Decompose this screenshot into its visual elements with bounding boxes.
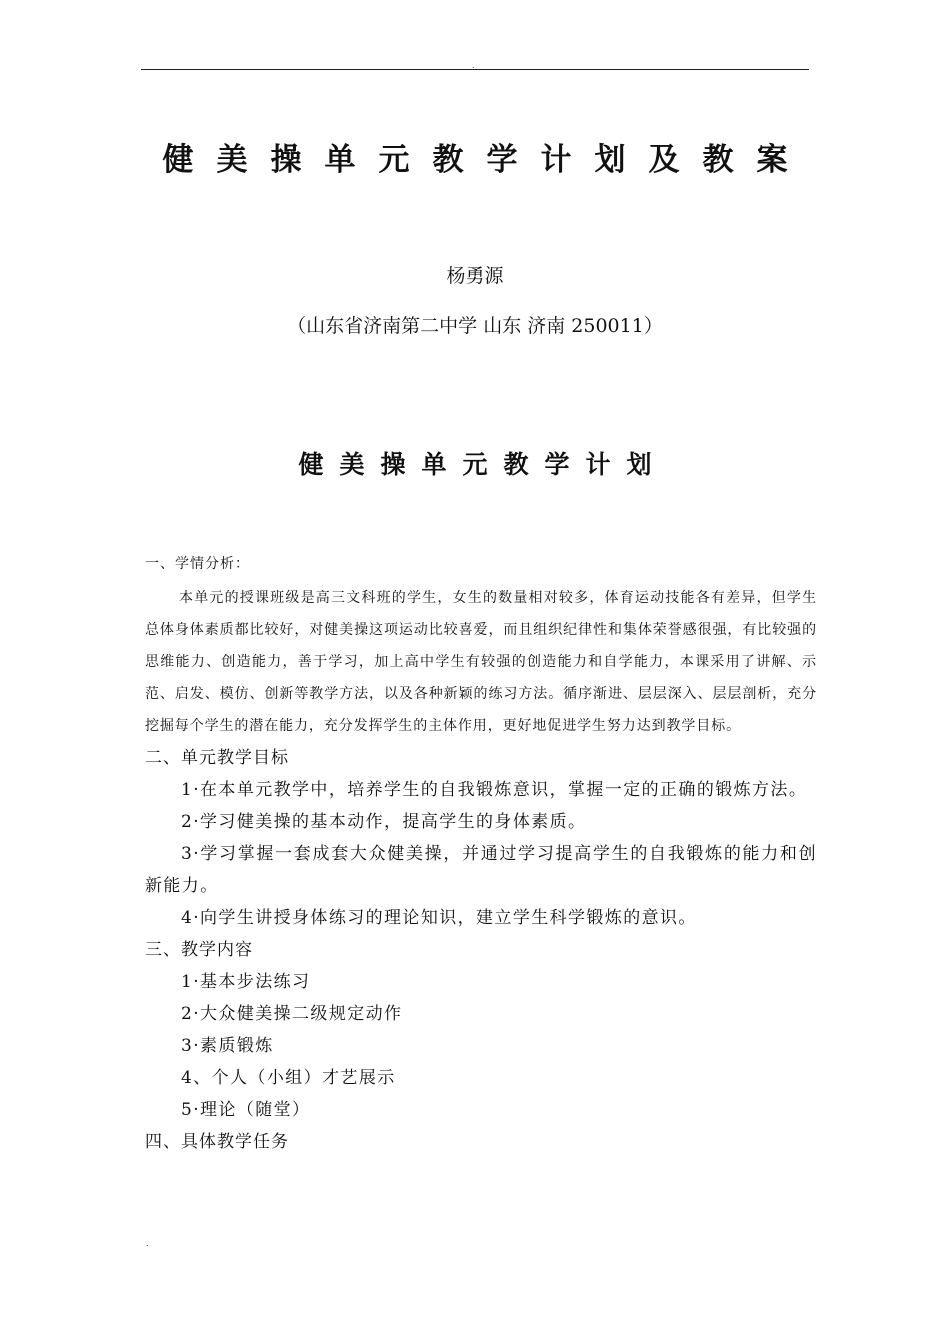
content-item-5: 5·理论（随堂） [181, 1100, 311, 1120]
content-item-1: 1·基本步法练习 [181, 972, 311, 992]
section-heading-2: 二、单元教学目标 [145, 748, 289, 768]
section-heading-3: 三、教学内容 [145, 940, 253, 960]
section-heading-4: 四、具体教学任务 [145, 1132, 289, 1152]
section-title: 健美操单元教学计划 [298, 450, 668, 479]
content-item-4: 4、个人（小组）才艺展示 [181, 1068, 396, 1088]
header-rule [141, 69, 809, 70]
section-paragraph-1: 本单元的授课班级是高三文科班的学生，女生的数量相对较多，体育运动技能各有差异，但学生总体身体素质都比较好，对健美操这项运动比较喜爱，而且组织纪律性和集体荣誉感很强，有比较强的思维能力、创造能力，善于学习，加上高中学生有较强的创造能力和自学能力，本课采用了讲解、示范、启发、模仿、创新等教学方法，以及各种新颖的练习方法。循序渐进、层层深入、层层剖析，充分挖掘每个学生的潜在能力，充分发挥学生的主体作用，更好地促进学生努力达到教学目标。 [145, 590, 817, 734]
section-heading-1: 一、学情分析： [145, 556, 250, 572]
objective-item-4: 4·向学生讲授身体练习的理论知识，建立学生科学锻炼的意识。 [181, 908, 697, 928]
content-item-3: 3·素质锻炼 [181, 1036, 274, 1056]
content-item-2: 2·大众健美操二级规定动作 [181, 1004, 403, 1024]
footer-mark: . [146, 1239, 149, 1248]
objective-item-2: 2·学习健美操的基本动作，提高学生的身体素质。 [181, 812, 587, 832]
document-title: 健美操单元教学计划及教案 [162, 142, 811, 178]
document-body [145, 552, 817, 1158]
header-mark: . [472, 61, 475, 70]
author-affiliation: （山东省济南第二中学 山东 济南 250011） [287, 315, 663, 337]
objective-item-1: 1·在本单元教学中，培养学生的自我锻炼意识，掌握一定的正确的锻炼方法。 [181, 780, 808, 800]
author-name: 杨勇源 [446, 265, 504, 287]
objective-item-3: 3·学习掌握一套成套大众健美操，并通过学习提高学生的自我锻炼的能力和创新能力。 [145, 844, 817, 896]
